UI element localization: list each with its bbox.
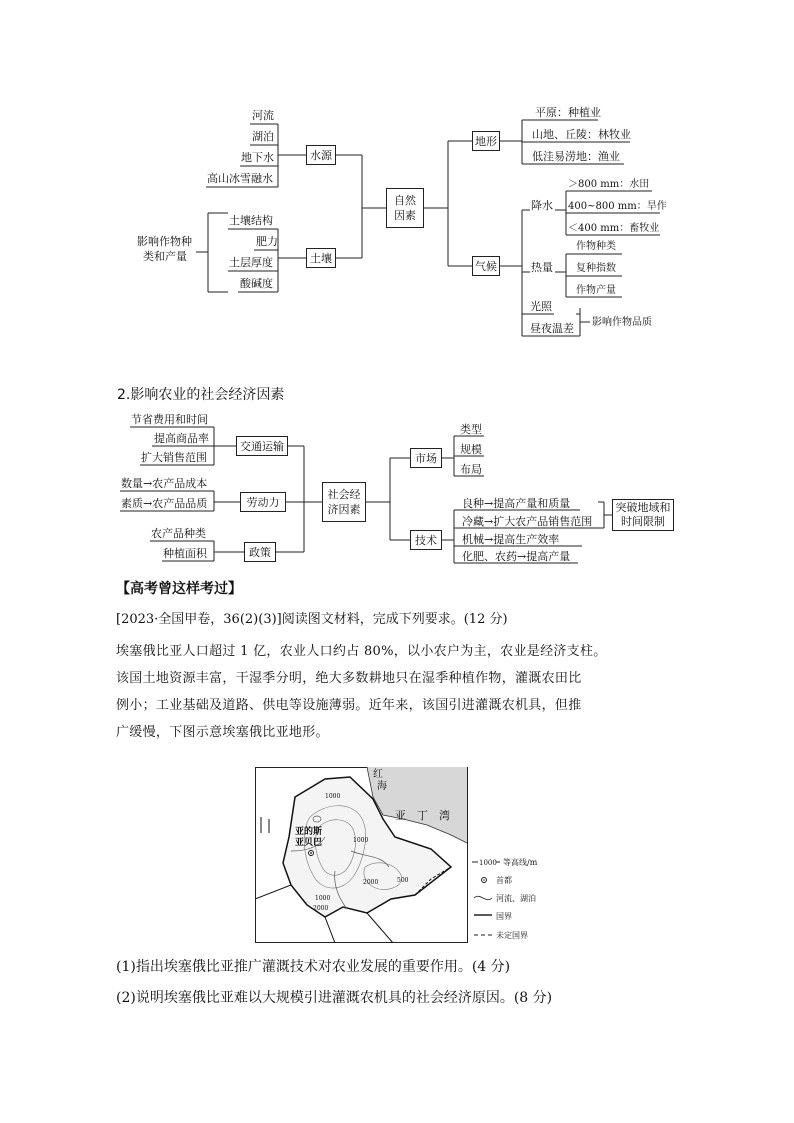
labor-item-quantity: 数量→农产品成本 [121,477,208,490]
left-note-line1: 影响作物种 [137,235,192,248]
transport-item-commodity: 提高商品率 [154,432,209,445]
contour-label-1: 1000 [325,793,341,800]
capital-label-1: 亚的斯 [295,827,323,837]
passage-line2: 该国土地资源丰富，干湿季分明，绝大多数耕地只在湿季种植作物，灌溉农田比 [116,671,582,686]
water-source-groundwater: 地下水 [241,151,274,164]
water-source-lake: 湖泊 [252,130,274,143]
socioeconomic-line1: 社会经 [327,488,361,501]
heat-item-yield: 作物产量 [576,285,616,296]
soil-factor-depth: 土层厚度 [229,256,273,269]
soil-box: 土壤 [306,248,336,268]
exam-source: [2023·全国甲卷，36(2)(3)]阅读图文材料，完成下列要求。(12 分) [116,612,508,627]
transport-item-range: 扩大销售范围 [141,451,207,464]
terrain-item-lowland: 低洼易涝地：渔业 [532,150,620,163]
natural-factors-line2: 因素 [394,209,416,222]
market-box: 市场 [410,448,442,468]
capital-label-2: 亚贝巴 [295,838,323,848]
legend-rivers: 河流、湖泊 [496,894,536,903]
legend-disputed-border: 未定国界 [496,931,528,940]
precip-item-mid: 400~800 mm：旱作 [568,201,667,212]
question-1: (1)指出埃塞俄比亚推广灌溉技术对农业发展的重要作用。(4 分) [116,959,511,975]
temp-diff-item: 昼夜温差 [530,322,574,335]
precip-item-low: ＜400 mm：畜牧业 [568,223,660,234]
socioeconomic-line2: 济因素 [327,503,361,516]
contour-label-5: 1000 [315,895,331,902]
water-box: 水源 [306,145,336,165]
tech-effect-line1: 突破地域和 [615,501,671,514]
light-item: 光照 [530,300,552,313]
tech-item-seeds: 良种→提高产量和质量 [462,497,571,510]
climate-box: 气候 [472,256,500,276]
terrain-item-hills: 山地、丘陵：林牧业 [532,128,631,141]
legend-capital: 首都 [496,876,512,885]
terrain-item-plain: 平原：种植业 [535,106,601,119]
quality-effect: 影响作物品质 [592,317,652,328]
heat-item-crop-types: 作物种类 [576,241,616,252]
market-item-scale: 规模 [460,443,482,456]
passage-line3: 例小；工业基础及道路、供电等设施薄弱。近年来，该国引进灌溉农机具，但推 [116,698,582,713]
soil-factor-structure: 土壤结构 [229,214,273,227]
legend-contour-value: 1000 [479,859,497,867]
market-item-type: 类型 [460,423,482,436]
terrain-box: 地形 [472,131,500,151]
left-note-line2: 类和产量 [143,250,187,263]
heat-item-multiple-cropping: 复种指数 [576,263,616,274]
tech-item-fertilizer: 化肥、农药→提高产量 [462,550,571,563]
labor-box: 劳动力 [240,492,286,512]
contour-label-3: 2000 [363,879,379,886]
question-2: (2)说明埃塞俄比亚难以大规模引进灌溉农机具的社会经济原因。(8 分) [116,990,553,1006]
contour-label-2: 1000 [353,837,369,844]
exam-heading: 【高考曾这样考过】 [116,581,242,597]
tech-effect-line2: 时间限制 [621,515,665,528]
market-item-layout: 布局 [460,463,482,476]
tech-box: 技术 [410,530,442,550]
section2-title: 2.影响农业的社会经济因素 [117,387,285,403]
policy-box: 政策 [244,542,276,562]
contour-label-6: 2000 [313,905,329,912]
red-sea-label-2: 海 [377,781,387,792]
tech-item-machinery: 机械→提高生产效率 [462,533,560,546]
heat-label: 热量 [531,261,553,274]
soil-factor-fertility: 肥力 [256,235,278,248]
passage-line1: 埃塞俄比亚人口超过 1 亿，农业人口约占 80%，以小农户为主，农业是经济支柱。 [116,644,607,659]
policy-item-types: 农产品种类 [151,527,206,540]
policy-item-area: 种植面积 [163,547,207,560]
precip-label: 降水 [531,199,553,212]
transport-item-save: 节省费用和时间 [131,413,208,426]
tech-item-refrigeration: 冷藏→扩大农产品销售范围 [462,515,593,528]
gulf-aden-label: 亚 丁 湾 [395,809,450,822]
legend-contour: 等高线/m [503,858,538,867]
legend-border: 国界 [496,912,512,921]
soil-factor-ph: 酸碱度 [240,277,273,290]
passage-line4: 广缓慢，下图示意埃塞俄比亚地形。 [116,725,329,740]
red-sea-label-1: 红 [373,769,383,780]
precip-item-high: ＞800 mm：水田 [568,179,650,190]
contour-label-4: 500 [397,877,409,884]
water-source-river: 河流 [252,109,274,122]
natural-factors-line1: 自然 [394,194,416,207]
labor-item-quality: 素质→农产品品质 [121,497,208,510]
water-source-meltwater: 高山冰雪融水 [207,172,273,185]
transport-box: 交通运输 [236,436,288,456]
